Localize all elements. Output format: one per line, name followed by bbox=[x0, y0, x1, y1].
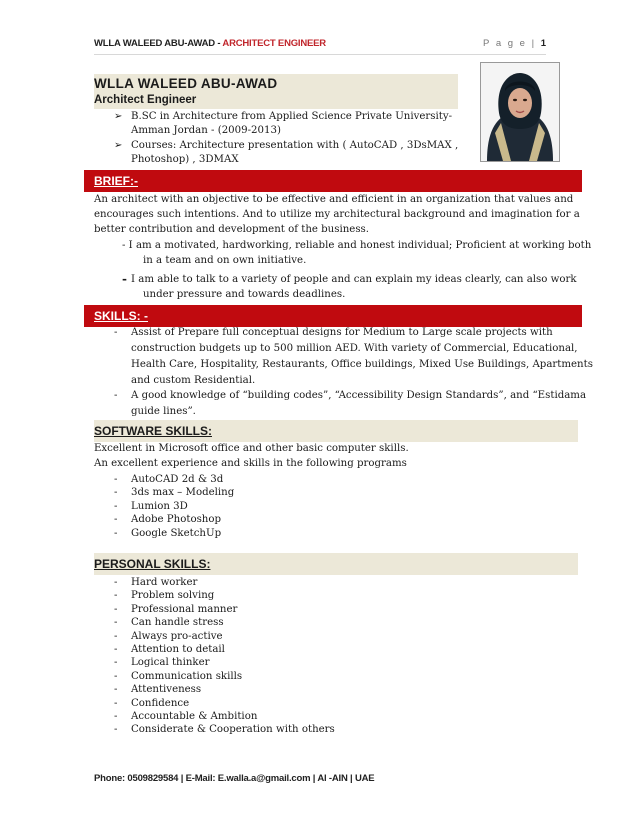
list-item: Attention to detail bbox=[131, 643, 225, 655]
dash-bullet: - bbox=[114, 487, 118, 499]
education-line: B.SC in Architecture from Applied Science Private University- bbox=[131, 111, 453, 122]
list-item: Lumion 3D bbox=[131, 500, 188, 512]
header-separator: - bbox=[214, 38, 223, 49]
page-num: 1 bbox=[540, 38, 546, 49]
software-intro: An excellent experience and skills in the following programs bbox=[94, 458, 407, 469]
skills-line: and custom Residential. bbox=[131, 375, 256, 386]
personal-list bbox=[131, 576, 335, 737]
dash-bullet: - bbox=[114, 724, 118, 736]
list-item: Confidence bbox=[131, 697, 190, 709]
list-item: Hard worker bbox=[131, 577, 198, 588]
brief-heading: BRIEF:- bbox=[94, 174, 138, 188]
list-item: Communication skills bbox=[131, 670, 243, 682]
skills-line: Assist of Prepare full conceptual designs for Medium to Large scale projects with bbox=[131, 327, 553, 338]
list-item: Google SketchUp bbox=[131, 527, 222, 539]
arrow-bullet-icon: ➢ bbox=[114, 111, 123, 122]
dash-bullet: - bbox=[114, 390, 118, 401]
dash-bullet: - bbox=[114, 670, 118, 682]
software-list bbox=[131, 473, 234, 540]
contact-footer: Phone: 0509829584 | E-Mail: E.walla.a@gmail.com | Al -AIN | UAE bbox=[94, 773, 375, 784]
candidate-title: Architect Engineer bbox=[94, 94, 197, 106]
list-item: Adobe Photoshop bbox=[131, 514, 222, 526]
list-item: Professional manner bbox=[131, 603, 238, 615]
education-line: Photoshop) , 3DMAX bbox=[131, 154, 239, 165]
personal-heading: PERSONAL SKILLS: bbox=[94, 557, 211, 571]
skills-line: Health Care, Hospitality, Restaurants, Office buildings, Mixed Use Buildings, Apartments bbox=[131, 359, 593, 370]
profile-photo-image bbox=[481, 63, 559, 161]
dash-bullet: - bbox=[114, 577, 118, 588]
software-heading-band bbox=[94, 420, 578, 442]
list-item: AutoCAD 2d & 3d bbox=[131, 474, 224, 485]
dash-bullet: - bbox=[122, 272, 127, 286]
profile-photo bbox=[480, 62, 560, 162]
dash-bullet: - bbox=[114, 590, 118, 602]
dash-bullet: - bbox=[114, 474, 118, 485]
list-item: Attentiveness bbox=[131, 684, 202, 696]
software-dashes bbox=[114, 473, 117, 540]
skills-line: construction budgets up to 500 million AED. With variety of Commercial, Educational, bbox=[131, 343, 578, 354]
running-header bbox=[94, 38, 546, 55]
header-role: ARCHITECT ENGINEER bbox=[222, 38, 326, 49]
dash-bullet: - bbox=[114, 500, 118, 512]
list-item: Logical thinker bbox=[131, 657, 210, 669]
name-block bbox=[94, 74, 458, 109]
brief-item: in a team and on own initiative. bbox=[143, 255, 307, 266]
skills-line: A good knowledge of “building codes”, “Accessibility Design Standards”, and “Estidama bbox=[131, 390, 587, 401]
dash-bullet: - bbox=[114, 327, 118, 338]
page-word: P a g e bbox=[483, 38, 527, 49]
personal-heading-band bbox=[94, 553, 578, 575]
skills-line: guide lines”. bbox=[131, 406, 196, 417]
page-number bbox=[483, 38, 546, 49]
education-line: Amman Jordan - (2009-2013) bbox=[131, 125, 281, 136]
dash-bullet: - bbox=[114, 630, 118, 642]
dash-bullet: - bbox=[114, 514, 118, 526]
dash-bullet: - bbox=[114, 603, 118, 615]
dash-bullet: - bbox=[114, 617, 118, 629]
arrow-bullet-icon: ➢ bbox=[114, 140, 123, 151]
list-item: 3ds max – Modeling bbox=[131, 487, 235, 499]
dash-bullet: - bbox=[114, 697, 118, 709]
page-separator: | bbox=[526, 38, 541, 49]
dash-bullet: - bbox=[114, 527, 118, 539]
list-item: Problem solving bbox=[131, 590, 215, 602]
list-item: Accountable & Ambition bbox=[131, 710, 258, 722]
skills-heading-band bbox=[84, 305, 582, 327]
dash-bullet: - bbox=[114, 710, 118, 722]
list-item: Considerate & Cooperation with others bbox=[131, 724, 335, 736]
header-name: WLLA WALEED ABU-AWAD bbox=[94, 38, 215, 49]
brief-text: An architect with an objective to be effective and efficient in an organization that values and bbox=[94, 194, 574, 205]
list-item: Always pro-active bbox=[131, 630, 223, 642]
personal-dashes bbox=[114, 576, 117, 737]
software-heading: SOFTWARE SKILLS: bbox=[94, 424, 212, 438]
dash-bullet: - bbox=[114, 643, 118, 655]
education-line: Courses: Architecture presentation with ( AutoCAD , 3DsMAX , bbox=[131, 140, 459, 151]
brief-heading-band bbox=[84, 170, 582, 192]
software-intro: Excellent in Microsoft office and other basic computer skills. bbox=[94, 443, 409, 454]
brief-item: under pressure and towards deadlines. bbox=[143, 289, 346, 300]
brief-item: I am able to talk to a variety of people and can explain my ideas clearly, can also work bbox=[131, 274, 577, 285]
brief-text: encourages such intentions. And to utilize my architectural background and imagination for a bbox=[94, 209, 580, 220]
skills-heading: SKILLS: - bbox=[94, 309, 148, 323]
list-item: Can handle stress bbox=[131, 617, 224, 629]
dash-bullet: - bbox=[114, 657, 118, 669]
dash-bullet: - bbox=[114, 684, 118, 696]
brief-text: better contribution and development of the business. bbox=[94, 224, 370, 235]
candidate-name: WLLA WALEED ABU-AWAD bbox=[94, 76, 278, 91]
brief-item: - I am a motivated, hardworking, reliable and honest individual; Proficient at working both bbox=[122, 240, 592, 251]
